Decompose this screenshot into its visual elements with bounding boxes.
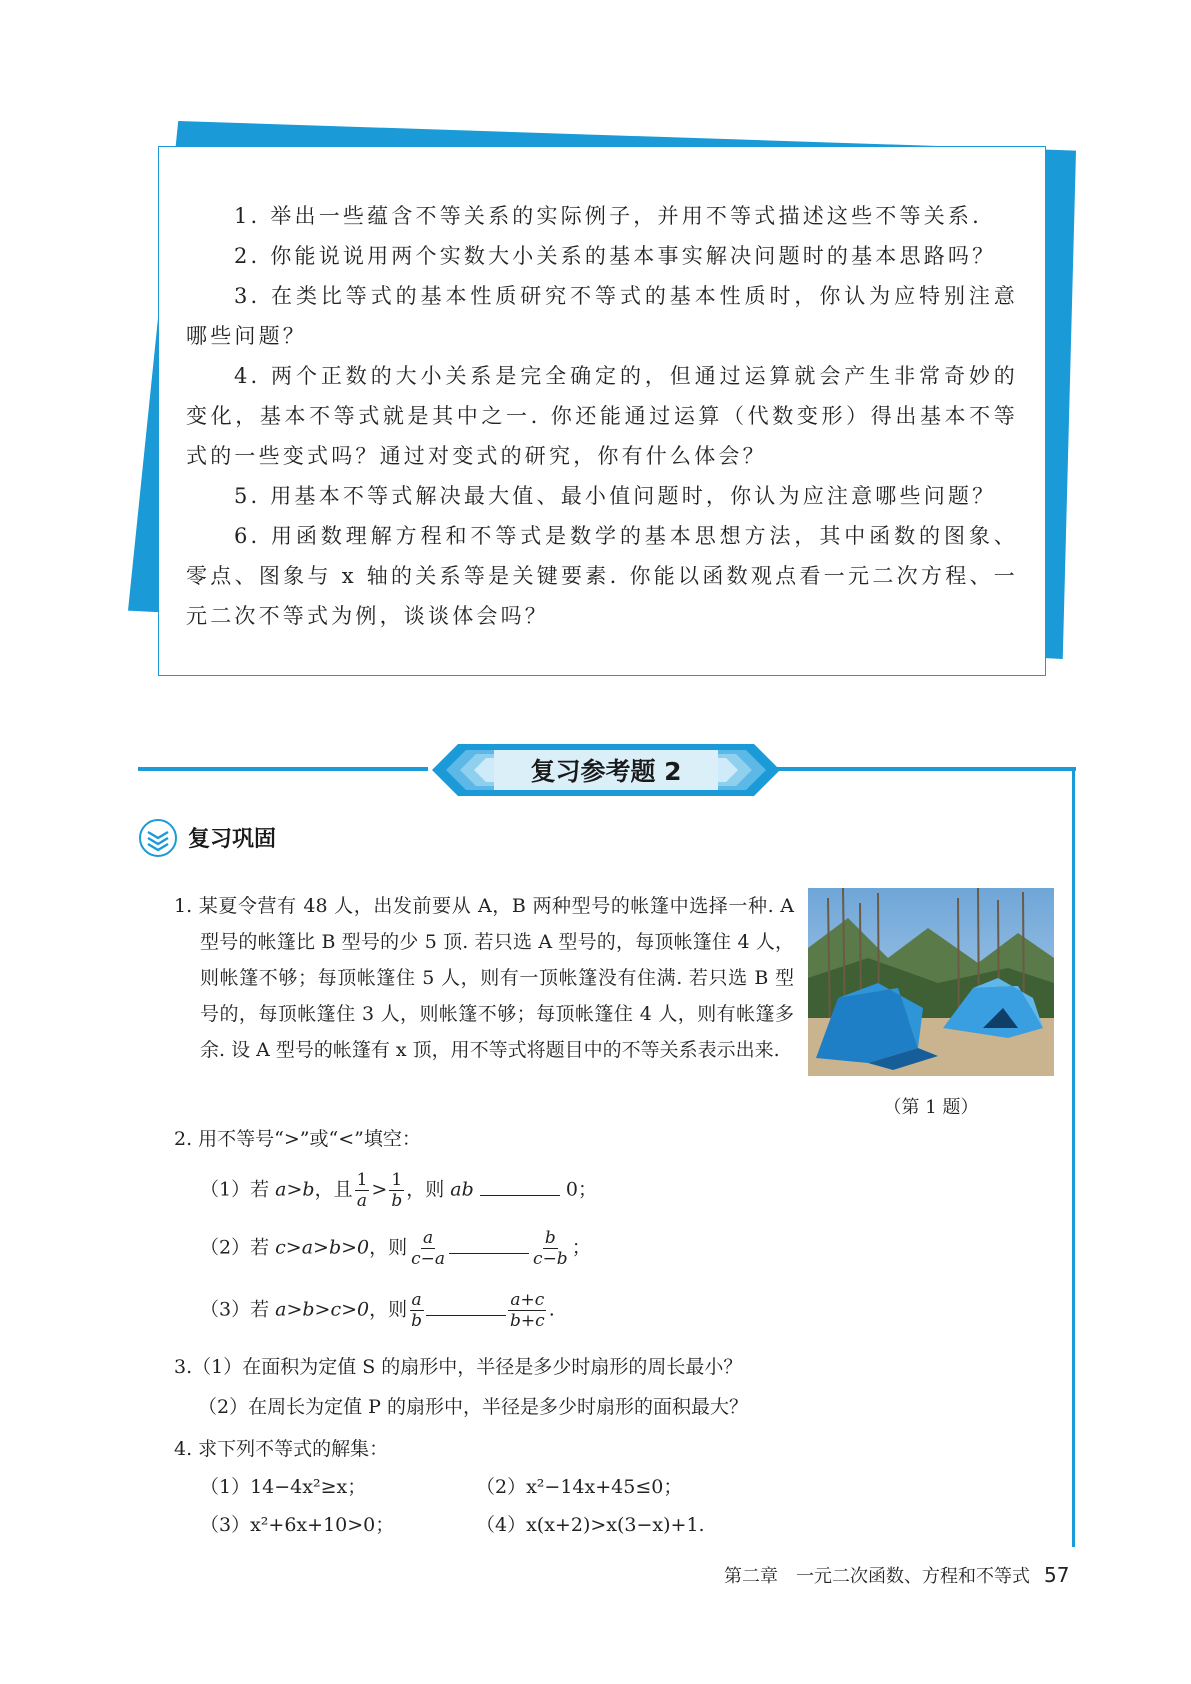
text: ； — [571, 1236, 591, 1259]
section-rule-right — [772, 767, 1076, 771]
text: ，则 — [369, 1298, 408, 1321]
numerator: b — [544, 1228, 556, 1248]
tent-photo — [808, 888, 1054, 1076]
layers-icon — [138, 818, 178, 858]
section-title-badge — [432, 744, 780, 796]
question-2-part-2 — [200, 1228, 591, 1269]
denominator: b — [391, 1191, 403, 1211]
chapter-title: 第二章 一元二次函数、方程和不等式 — [724, 1566, 1030, 1587]
photo-caption: （第 1 题） — [883, 1097, 979, 1118]
denominator: b — [411, 1311, 423, 1331]
numerator: a — [423, 1228, 434, 1248]
reflection-item: 4. 两个正数的大小关系是完全确定的，但通过运算就会产生非常奇妙的变化，基本不等式就是其中之一. 你还能通过运算（代数变形）得出基本不等式的一些变式吗？通过对变式的研究，你有什么体会？ — [186, 364, 1018, 468]
text: > — [371, 1178, 388, 1201]
text: （3）若 — [200, 1298, 276, 1321]
question-3-part-2: （2）在周长为定值 P 的扇形中，半径是多少时扇形的面积最大？ — [198, 1396, 748, 1418]
question-2-part-1 — [200, 1170, 597, 1211]
question-4-part-3: （3）x²+6x+10>0； — [200, 1514, 395, 1536]
question-2-part-3 — [200, 1290, 555, 1331]
text: （1）若 — [200, 1178, 276, 1201]
text: （2）若 — [200, 1236, 276, 1259]
reflection-item: 1. 举出一些蕴含不等关系的实际例子，并用不等式描述这些不等关系. — [234, 204, 982, 228]
question-2-stem: 2. 用不等号“>”或“<”填空： — [174, 1128, 421, 1150]
fraction — [355, 1170, 370, 1211]
denominator: b+c — [510, 1311, 545, 1331]
question-4-part-1: （1）14−4x²≥x； — [200, 1476, 367, 1498]
condition: a>b>c>0 — [275, 1298, 370, 1321]
page-number: 57 — [1044, 1563, 1070, 1587]
question-1 — [174, 888, 794, 1068]
subsection-title: 复习巩固 — [188, 827, 277, 852]
numerator: a+c — [510, 1290, 545, 1310]
var: b — [302, 1178, 315, 1201]
numerator: 1 — [356, 1170, 368, 1190]
fraction — [389, 1170, 404, 1211]
question-3-part-1: 3.（1）在面积为定值 S 的扇形中，半径是多少时扇形的周长最小？ — [174, 1356, 743, 1378]
var: ab — [450, 1178, 474, 1201]
text: . — [548, 1298, 555, 1321]
denominator: a — [356, 1191, 368, 1211]
condition: c>a>b>0 — [275, 1236, 370, 1259]
answer-blank[interactable] — [480, 1195, 560, 1196]
page-footer — [724, 1562, 1069, 1588]
reflection-item: 5. 用基本不等式解决最大值、最小值问题时，你认为应注意哪些问题？ — [234, 484, 997, 508]
section-rule-vertical — [1072, 767, 1075, 1547]
text: 0； — [559, 1178, 597, 1201]
var: a — [275, 1178, 287, 1201]
reflection-item: 2. 你能说说用两个实数大小关系的基本事实解决问题时的基本思路吗？ — [234, 244, 997, 268]
denominator: c−a — [411, 1249, 446, 1269]
fraction — [409, 1290, 424, 1331]
text: ，则 — [369, 1236, 408, 1259]
denominator: c−b — [533, 1249, 568, 1269]
question-4-part-2: （2）x²−14x+45≤0； — [476, 1476, 683, 1498]
reflection-item: 6. 用函数理解方程和不等式是数学的基本思想方法，其中函数的图象、零点、图象与 x 轴的关系等是关键要素. 你能以函数观点看一元二次方程、一元二次不等式为例，谈谈体会吗？ — [186, 524, 1018, 628]
answer-blank[interactable] — [426, 1315, 506, 1316]
fraction — [508, 1290, 547, 1331]
numerator: a — [411, 1290, 422, 1310]
section-rule-left — [138, 767, 428, 771]
fraction — [531, 1228, 570, 1269]
question-4-stem: 4. 求下列不等式的解集： — [174, 1438, 389, 1460]
text: > — [286, 1178, 303, 1201]
reflection-item: 3. 在类比等式的基本性质研究不等式的基本性质时，你认为应特别注意哪些问题？ — [186, 284, 1018, 348]
fraction — [409, 1228, 447, 1269]
section-title: 复习参考题 2 — [530, 757, 682, 786]
answer-blank[interactable] — [449, 1253, 529, 1254]
numerator: 1 — [391, 1170, 403, 1190]
question-1-text: 1. 某夏令营有 48 人，出发前要从 A，B 两种型号的帐篷中选择一种. A 型号的帐篷比 B 型号的少 5 顶. 若只选 A 型号的，每顶帐篷住 4 人，则帐篷不够；每顶帐篷住 5 人，则有一顶帐篷没有住满. 若只选 B 型号的，每顶帐篷住 3 人，则帐篷不够；每顶帐篷住 4 人，则有帐篷多余. 设 A 型号的帐篷有 x 顶，用不等式将题目中的不等关系表示出来. — [174, 895, 794, 1061]
question-4-part-4: （4）x(x+2)>x(3−x)+1. — [476, 1514, 705, 1536]
text: ，则 — [406, 1178, 451, 1201]
reflection-text — [186, 196, 1018, 636]
text: ，且 — [314, 1178, 353, 1201]
